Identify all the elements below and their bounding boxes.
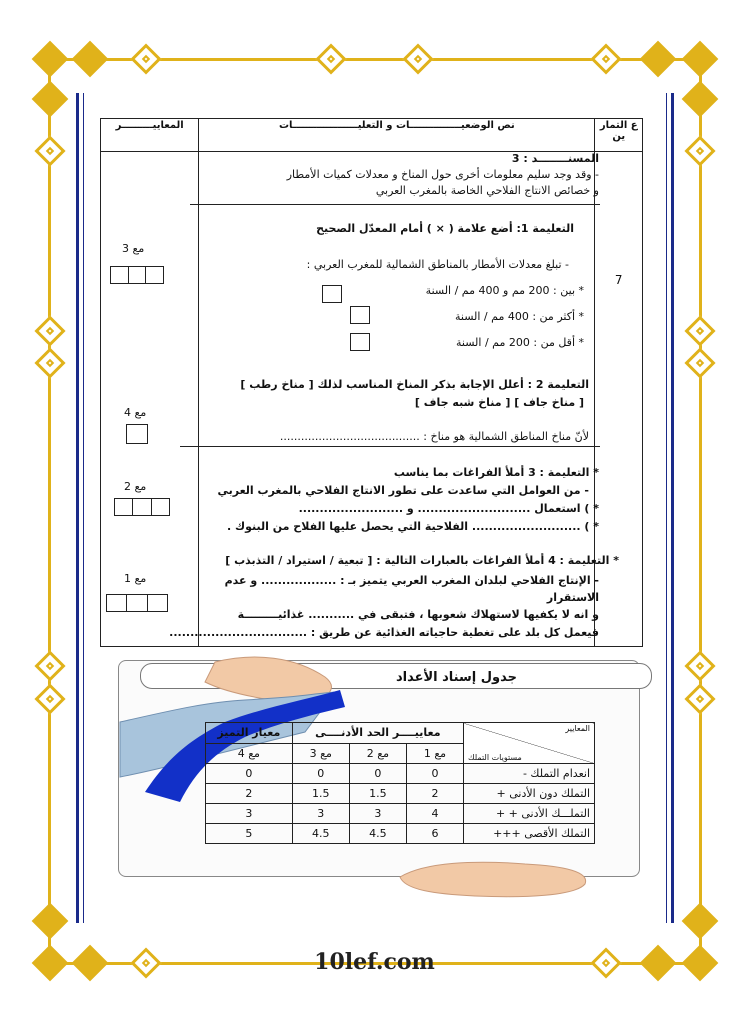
grading-cell: 0: [406, 764, 463, 784]
grading-min-header: معاييــــر الحد الأدنــــى: [292, 723, 463, 744]
grading-cell: 1.5: [349, 784, 406, 804]
section-divider: [190, 204, 600, 205]
frame-ring-icon: [34, 347, 65, 378]
grading-cell: 4.5: [292, 824, 349, 844]
grading-cell: 5: [206, 824, 293, 844]
grading-corner-bottom: مستويات التملك: [468, 753, 522, 762]
grading-cell: 2: [406, 784, 463, 804]
frame-diamond-icon: [682, 41, 719, 78]
task4-line-2: الاستقرار: [546, 591, 599, 604]
section-title: المسنــــــــد : 3: [511, 152, 599, 165]
grading-corner: [464, 723, 595, 764]
task3-title: * التعليمة : 3 أملأ الفراغات بما يناسب: [393, 466, 599, 479]
task3-criterion: مع 2: [124, 480, 147, 493]
task2-title: التعليمة 2 : أعلل الإجابة بذكر المناخ المناسب لذلك [ مناخ رطب ]: [240, 378, 589, 391]
frame-diamond-icon: [682, 81, 719, 118]
frame-ring-icon: [684, 347, 715, 378]
task1-criterion: مع 3: [122, 242, 145, 255]
footer-site: 10lef.com: [314, 949, 435, 975]
grading-cell: 2: [206, 784, 293, 804]
frame-right-line: [699, 58, 702, 963]
scroll-hand-bottom-icon: [395, 852, 595, 902]
task2-criterion: مع 4: [124, 406, 147, 419]
frame-ring-icon: [130, 43, 161, 74]
grading-cell: 3: [349, 804, 406, 824]
grading-col-3: مع 3: [292, 743, 349, 764]
section-line-1: - وقد وجد سليم معلومات أخرى حول المناخ و معدلات كميات الأمطار: [286, 168, 599, 181]
task4-score-boxes: [106, 594, 168, 612]
frame-ring-icon: [684, 683, 715, 714]
grading-cell: 0: [349, 764, 406, 784]
task1-option-2: * أكثر من : 400 مم / السنة: [455, 310, 584, 323]
grading-cell: 0: [206, 764, 293, 784]
task3-score-boxes: [114, 498, 170, 516]
section-line-2: و خصائص الانتاج الفلاحي الخاصة بالمغرب العربي: [375, 184, 599, 197]
grading-row-label: التملـــك الأدنى + +: [464, 804, 595, 824]
grading-cell: 4: [406, 804, 463, 824]
frame-ring-icon: [402, 43, 433, 74]
task4-title: * التعليمة : 4 أملأ الفراغات بالعبارات التالية : [ تبعية / استيراد / التذبذب ]: [225, 554, 619, 567]
grading-cell: 3: [292, 804, 349, 824]
grading-row-label: انعدام التملك -: [464, 764, 595, 784]
frame-left-line: [48, 58, 51, 963]
task3-line-2: * ) استعمال ........................... و .........................: [298, 502, 599, 515]
task4-criterion: مع 1: [124, 572, 147, 585]
header-criteria: المعاييـــــــــر: [101, 119, 199, 152]
task1-checkbox-2[interactable]: [350, 306, 370, 324]
frame-ring-icon: [34, 650, 65, 681]
header-text: نص الوضعيـــــــــــــــات و التعليـــــــــــــــــــات: [199, 119, 595, 152]
task2-title-options: [ مناخ جاف ] [ مناخ شبه جاف ]: [414, 396, 584, 409]
frame-diamond-icon: [640, 41, 677, 78]
task1-checkbox-3[interactable]: [350, 333, 370, 351]
grading-title: جدول إسناد الأعداد: [395, 670, 517, 685]
exercise-cell: [595, 152, 643, 647]
task4-line-4: فيعمل كل بلد على تغطية حاجياته الغذائية عن طريق : .................................: [169, 626, 599, 639]
frame-diamond-icon: [682, 903, 719, 940]
grading-row-label: التملك دون الأدنى +: [464, 784, 595, 804]
task4-line-1: - الإنتاج الفلاحي لبلدان المغرب العربي يتميز بـ : .................. و عدم: [224, 574, 599, 587]
frame-ring-icon: [34, 315, 65, 346]
task1-option-1: * بين : 200 مم و 400 مم / السنة: [425, 284, 584, 297]
task1-title: التعليمة 1: أضع علامة ( × ) أمام المعدّل الصحيح: [316, 222, 574, 235]
grading-col-1: مع 1: [406, 743, 463, 764]
task2-answer: لأنّ مناخ المناطق الشمالية هو مناخ : ........................................: [279, 430, 589, 443]
criteria-cell: [101, 152, 199, 647]
task1-score-boxes: [110, 266, 164, 284]
frame-ring-icon: [684, 315, 715, 346]
exercise-number: 7: [614, 273, 623, 287]
grading-cell: 0: [292, 764, 349, 784]
task1-option-3: * أقل من : 200 مم / السنة: [456, 336, 584, 349]
frame-ring-icon: [315, 43, 346, 74]
grading-cell: 3: [206, 804, 293, 824]
grading-corner-top: المعايير: [565, 724, 590, 733]
task1-checkbox-1[interactable]: [322, 285, 342, 303]
grading-table: [205, 722, 595, 844]
task2-underline: [180, 446, 600, 447]
grading-col-2: مع 2: [349, 743, 406, 764]
frame-ring-icon: [684, 650, 715, 681]
task1-intro: - تبلغ معدلات الأمطار بالمناطق الشمالية للمغرب العربي :: [306, 258, 569, 271]
frame-diamond-icon: [32, 41, 69, 78]
grading-cell: 4.5: [349, 824, 406, 844]
task4-line-3: و انه لا يكفيها لاستهلاك شعوبها ، فتبقى في ........... غذائيـــــــــة: [237, 608, 599, 621]
task3-line-3: * ) .......................... الفلاحية التي يحصل عليها الفلاح من البنوك .: [227, 520, 599, 533]
grading-row-label: التملك الأقصى +++: [464, 824, 595, 844]
frame-ring-icon: [34, 135, 65, 166]
header-exercise: ع التمار ين: [595, 119, 643, 152]
task3-line-1: - من العوامل التي ساعدت على تطور الانتاج الفلاحي بالمغرب العربي: [217, 484, 589, 497]
frame-ring-icon: [684, 135, 715, 166]
frame-diamond-icon: [32, 81, 69, 118]
frame-diamond-icon: [32, 903, 69, 940]
grading-cell: 1.5: [292, 784, 349, 804]
grading-col-4: مع 4: [206, 743, 293, 764]
frame-ring-icon: [34, 683, 65, 714]
frame-ring-icon: [590, 43, 621, 74]
frame-diamond-icon: [72, 41, 109, 78]
grading-excel-header: معيار التميز: [206, 723, 293, 744]
grading-cell: 6: [406, 824, 463, 844]
task2-score-box: [126, 424, 148, 444]
